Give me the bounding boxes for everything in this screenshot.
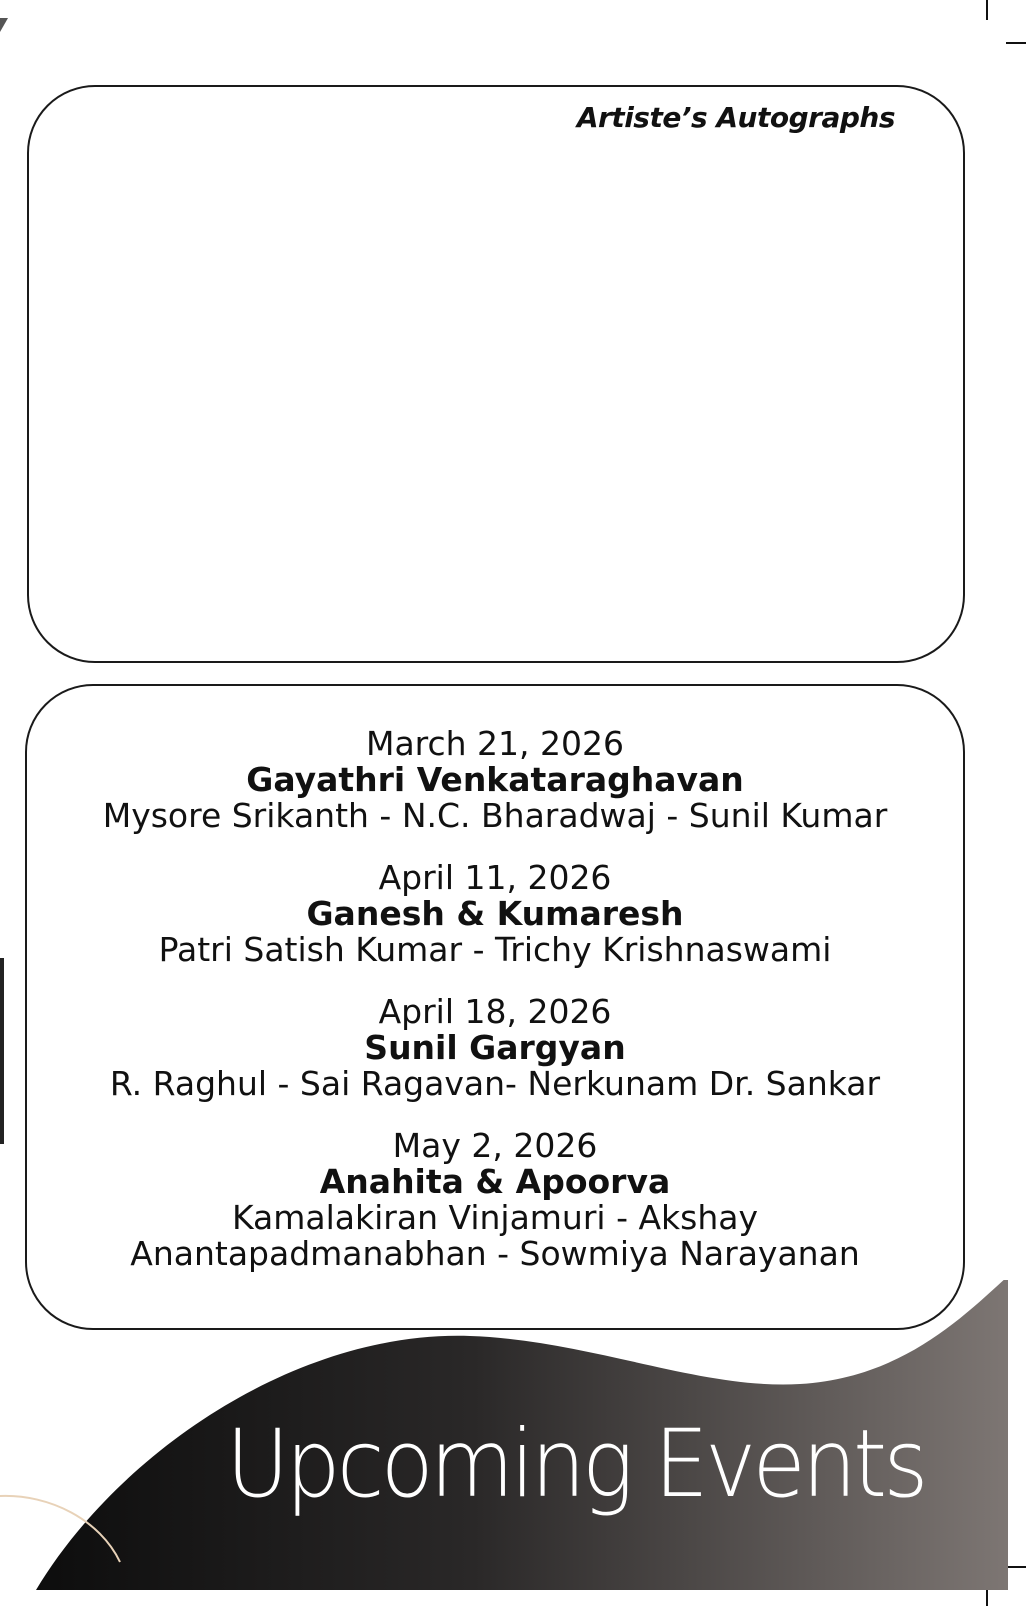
- autograph-title: Artiste’s Autographs: [576, 101, 895, 134]
- event-name: Anahita & Apoorva: [319, 1162, 671, 1201]
- event-name: Gayathri Venkataraghavan: [246, 760, 744, 799]
- events-list: [25, 684, 965, 1330]
- event-item: [27, 994, 963, 1102]
- event-item: [27, 860, 963, 968]
- autograph-box: [27, 85, 965, 663]
- crop-mark-top-right-vertical: [986, 0, 988, 20]
- left-edge-bar: [0, 958, 4, 1144]
- crop-mark-top-right-horizontal: [1006, 42, 1026, 44]
- event-item: [27, 726, 963, 834]
- event-artists: Mysore Srikanth - N.C. Bharadwaj - Sunil Kumar: [102, 796, 888, 835]
- event-date: March 21, 2026: [365, 724, 625, 763]
- event-item: [27, 1128, 963, 1272]
- event-date: April 11, 2026: [378, 858, 612, 897]
- section-title: Upcoming Events: [226, 1410, 925, 1519]
- event-artists: R. Raghul - Sai Ragavan- Nerkunam Dr. Sankar: [109, 1064, 881, 1103]
- event-date: May 2, 2026: [392, 1126, 598, 1165]
- event-name: Ganesh & Kumaresh: [306, 894, 684, 933]
- corner-notch: [0, 18, 8, 32]
- event-artists: Kamalakiran Vinjamuri - Akshay Anantapadmanabhan - Sowmiya Narayanan: [130, 1198, 860, 1273]
- event-name: Sunil Gargyan: [364, 1028, 626, 1067]
- event-artists: Patri Satish Kumar - Trichy Krishnaswami: [158, 930, 832, 969]
- event-date: April 18, 2026: [378, 992, 612, 1031]
